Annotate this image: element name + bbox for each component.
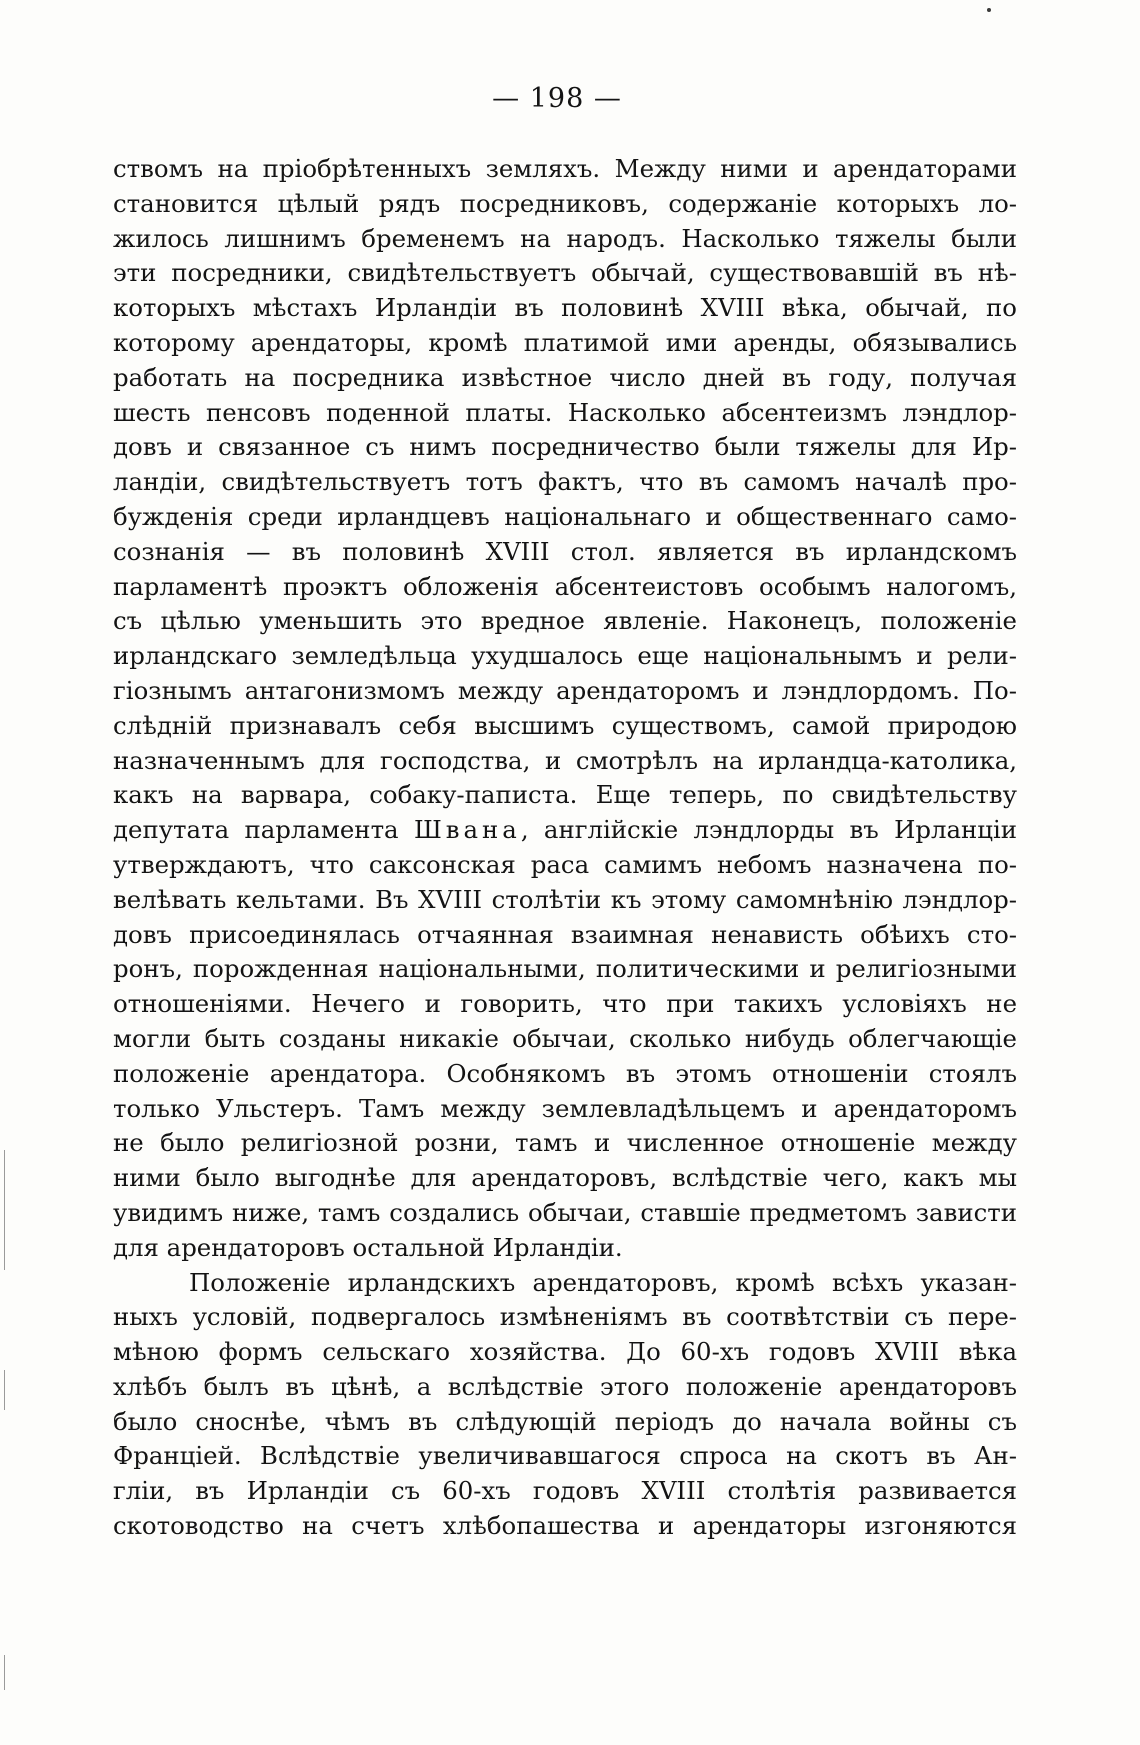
- text-line: не было религіозной розни, тамъ и численное отношеніе между: [113, 1128, 1017, 1158]
- text-line: жилось лишнимъ бременемъ на народъ. Насколько тяжелы были: [113, 223, 1017, 253]
- text-line: которыхъ мѣстахъ Ирландіи въ половинѣ XVIII вѣка, обычай, по: [113, 293, 1017, 323]
- text-line: Положеніе ирландскихъ арендаторовъ, кромѣ всѣхъ указан-: [189, 1267, 1017, 1297]
- page-number: — 198 —: [492, 83, 622, 114]
- text-line: довъ и связанное съ нимъ посредничество были тяжелы для Ир-: [113, 432, 1017, 462]
- scan-edge-mark: [4, 1150, 5, 1270]
- text-line: гіознымъ антагонизмомъ между арендаторомъ и лэндлордомъ. По-: [113, 675, 1017, 705]
- text-line: утверждаютъ, что саксонская раса самимъ небомъ назначена по-: [113, 849, 1017, 879]
- text-line: съ цѣлью уменьшить это вредное явленіе. Наконецъ, положеніе: [113, 606, 1017, 636]
- text-line: бужденія среди ирландцевъ національнаго и общественнаго само-: [113, 501, 1017, 531]
- text-line: скотоводство на счетъ хлѣбопашества и арендаторы изгоняются: [113, 1511, 1017, 1541]
- text-line: парламентѣ проэктъ обложенія абсентеистовъ особымъ налогомъ,: [113, 571, 1017, 601]
- line-segment: , англійскіе лэндлорды въ Ирланціи: [520, 815, 1017, 845]
- text-line-with-spaced-name: [113, 813, 1017, 848]
- text-line: только Ульстеръ. Тамъ между землевладѣльцемъ и арендаторомъ: [113, 1093, 1017, 1123]
- text-line: мѣною формъ сельскаго хозяйства. До 60-хъ годовъ XVIII вѣка: [113, 1337, 1017, 1367]
- text-line: довъ присоединялась отчаянная взаимная ненависть обѣихъ сто-: [113, 919, 1017, 949]
- scan-edge-mark: [4, 1370, 5, 1410]
- text-line: было сноснѣе, чѣмъ въ слѣдующій періодъ до начала войны съ: [113, 1406, 1017, 1436]
- text-line: сознанія — въ половинѣ XVIII стол. является въ ирландскомъ: [113, 536, 1017, 566]
- paragraph-2: [113, 1266, 1017, 1544]
- text-line: ирландскаго земледѣльца ухудшалось еще національнымъ и рели-: [113, 641, 1017, 671]
- text-line: ландіи, свидѣтельствуетъ тотъ фактъ, что въ самомъ началѣ про-: [113, 467, 1017, 497]
- text-line: которому арендаторы, кромѣ платимой ими аренды, обязывались: [113, 327, 1017, 357]
- paragraph-1: [113, 152, 1017, 1266]
- text-line: ними было выгоднѣе для арендаторовъ, вслѣдствіе чего, какъ мы: [113, 1163, 1017, 1193]
- text-line: какъ на варвара, собаку-паписта. Еще теперь, по свидѣтельству: [113, 780, 1017, 810]
- text-line: хлѣбъ былъ въ цѣнѣ, а вслѣдствіе этого положеніе арендаторовъ: [113, 1371, 1017, 1401]
- text-line: велѣвать кельтами. Въ XVIII столѣтіи къ этому самомнѣнію лэндлор-: [113, 884, 1017, 914]
- text-line: шесть пенсовъ поденной платы. Насколько абсентеизмъ лэндлор-: [113, 397, 1017, 427]
- text-line: отношеніями. Нечего и говорить, что при такихъ условіяхъ не: [113, 989, 1017, 1019]
- text-line: слѣдній признавалъ себя высшимъ существомъ, самой природою: [113, 710, 1017, 740]
- text-line: назначеннымъ для господства, и смотрѣлъ на ирландца-католика,: [113, 745, 1017, 775]
- text-line: ныхъ условій, подвергалось измѣненіямъ въ соотвѣтствіи съ пере-: [113, 1302, 1017, 1332]
- text-line: положеніе арендатора. Особнякомъ въ этомъ отношеніи стоялъ: [113, 1058, 1017, 1088]
- text-line: эти посредники, свидѣтельствуетъ обычай, существовавшій въ нѣ-: [113, 258, 1017, 288]
- text-line: работать на посредника извѣстное число дней въ году, получая: [113, 362, 1017, 392]
- text-line: для арендаторовъ остальной Ирландіи.: [113, 1232, 623, 1262]
- text-line: могли быть созданы никакіе обычаи, сколько нибудь облегчающіе: [113, 1023, 1017, 1053]
- text-line: Франціей. Вслѣдствіе увеличивавшагося спроса на скотъ въ Ан-: [113, 1441, 1017, 1471]
- text-line: увидимъ ниже, тамъ создались обычаи, ставшіе предметомъ зависти: [113, 1197, 1017, 1227]
- text-line: ронъ, порожденная національными, политическими и религіозными: [113, 954, 1017, 984]
- line-segment: депутата парламента: [113, 815, 414, 845]
- text-line: ствомъ на пріобрѣтенныхъ земляхъ. Между ними и арендаторами: [113, 154, 1017, 183]
- text-line: гліи, въ Ирландіи съ 60-хъ годовъ XVIII столѣтія развивается: [113, 1476, 1017, 1506]
- text-line: становится цѣлый рядъ посредниковъ, содержаніе которыхъ ло-: [113, 188, 1017, 218]
- scan-edge-mark: [4, 1655, 5, 1690]
- scan-speck: [987, 8, 991, 12]
- body-text: [113, 152, 1017, 1544]
- spaced-name: Швана: [413, 815, 521, 845]
